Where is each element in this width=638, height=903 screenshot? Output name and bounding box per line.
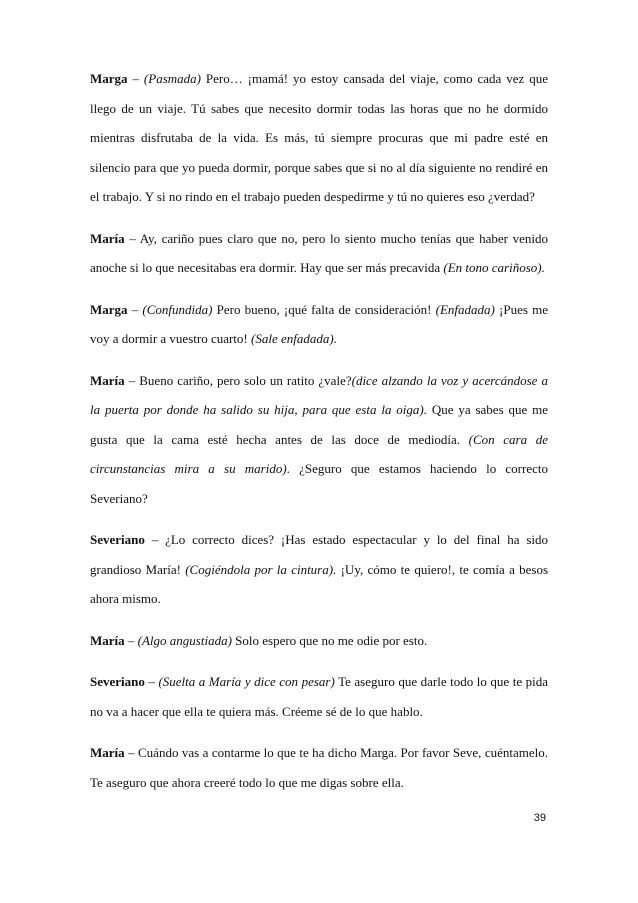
dialogue-paragraph (90, 626, 548, 656)
stage-direction: (Confundida) (142, 301, 213, 317)
stage-direction: (Con cara de circunstancias mira a su marido) (90, 431, 548, 476)
dialogue-text: ¡Uy, cómo te quiero!, te comía a besos ahora mismo. (90, 561, 549, 606)
speaker-name: Severiano (90, 532, 145, 547)
dialogue-paragraph (90, 64, 548, 212)
dialogue-text: – (127, 71, 144, 86)
dialogue-text: . ¿Seguro que estamos haciendo lo correcto Severiano? (90, 461, 548, 506)
stage-direction: (Cogiéndola por la cintura). (185, 561, 337, 577)
dialogue-text: – Ay, cariño pues claro que no, pero lo siento mucho tenías que haber venido anoche si lo que necesitabas era dormir. Hay que ser más precavida (90, 230, 548, 275)
stage-direction: (dice alzando la voz y acercándose a la puerta por donde ha salido su hija, para que esta la oiga). (90, 372, 548, 417)
dialogue-text: Pero… ¡mamá! yo estoy cansada del viaje, como cada vez que llego de un viaje. Tú sabes que necesito dormir todas las horas que no he dormido mientras disfrutaba de la vida. Es más, tú siempre procuras que mi padre esté en silencio para que yo pueda dormir, porque sabes que si no al día siguiente no rendiré en el trabajo. Y si no rindo en el trabajo pueden despedirme y tú no quieres eso ¿verdad? (90, 71, 548, 204)
dialogue-paragraph (90, 366, 548, 514)
stage-direction: (Enfadada) (435, 301, 495, 317)
stage-direction: (Suelta a María y dice con pesar) (158, 674, 335, 689)
stage-direction: (Pasmada) (143, 71, 201, 86)
dialogue-text: – (144, 674, 159, 689)
speaker-name: María (90, 632, 125, 648)
stage-direction: (Sale enfadada). (251, 331, 337, 346)
speaker-name: María (90, 745, 125, 760)
speaker-name: Severiano (90, 674, 145, 689)
dialogue-paragraph (90, 525, 548, 614)
dialogue-paragraph (90, 295, 548, 354)
dialogue-text: Pero bueno, ¡qué falta de consideración! (212, 301, 436, 317)
stage-direction: (Algo angustiada) (137, 632, 232, 648)
dialogue-paragraph (90, 667, 548, 726)
dialogue-text: – (127, 301, 143, 317)
speaker-name: María (90, 372, 125, 388)
dialogue-body (90, 64, 548, 809)
dialogue-text: – (124, 632, 138, 648)
stage-direction: (En tono cariñoso). (443, 260, 545, 275)
page-number: 39 (533, 812, 546, 824)
dialogue-text: Solo espero que no me odie por esto. (231, 632, 428, 648)
dialogue-paragraph (90, 224, 548, 283)
speaker-name: María (90, 230, 125, 246)
dialogue-paragraph (90, 738, 548, 797)
speaker-name: Marga (90, 301, 128, 317)
dialogue-text: ¡Pues me voy a dormir a vuestro cuarto! (90, 301, 548, 346)
dialogue-text: – ¿Lo correcto dices? ¡Has estado espectacular y lo del final ha sido grandioso María! (90, 532, 548, 577)
dialogue-text: Que ya sabes que me gusta que la cama esté hecha antes de las doce de mediodía. (90, 402, 548, 447)
dialogue-text: – Cuándo vas a contarme lo que te ha dicho Marga. Por favor Seve, cuéntamelo. Te aseguro que ahora creeré todo lo que me digas sobre ella. (90, 745, 548, 790)
dialogue-text: – Bueno cariño, pero solo un ratito ¿vale? (124, 372, 352, 388)
dialogue-text: Te aseguro que darle todo lo que te pida no va a hacer que ella te quiera más. Créeme sé de lo que hablo. (90, 674, 548, 719)
speaker-name: Marga (90, 71, 128, 86)
